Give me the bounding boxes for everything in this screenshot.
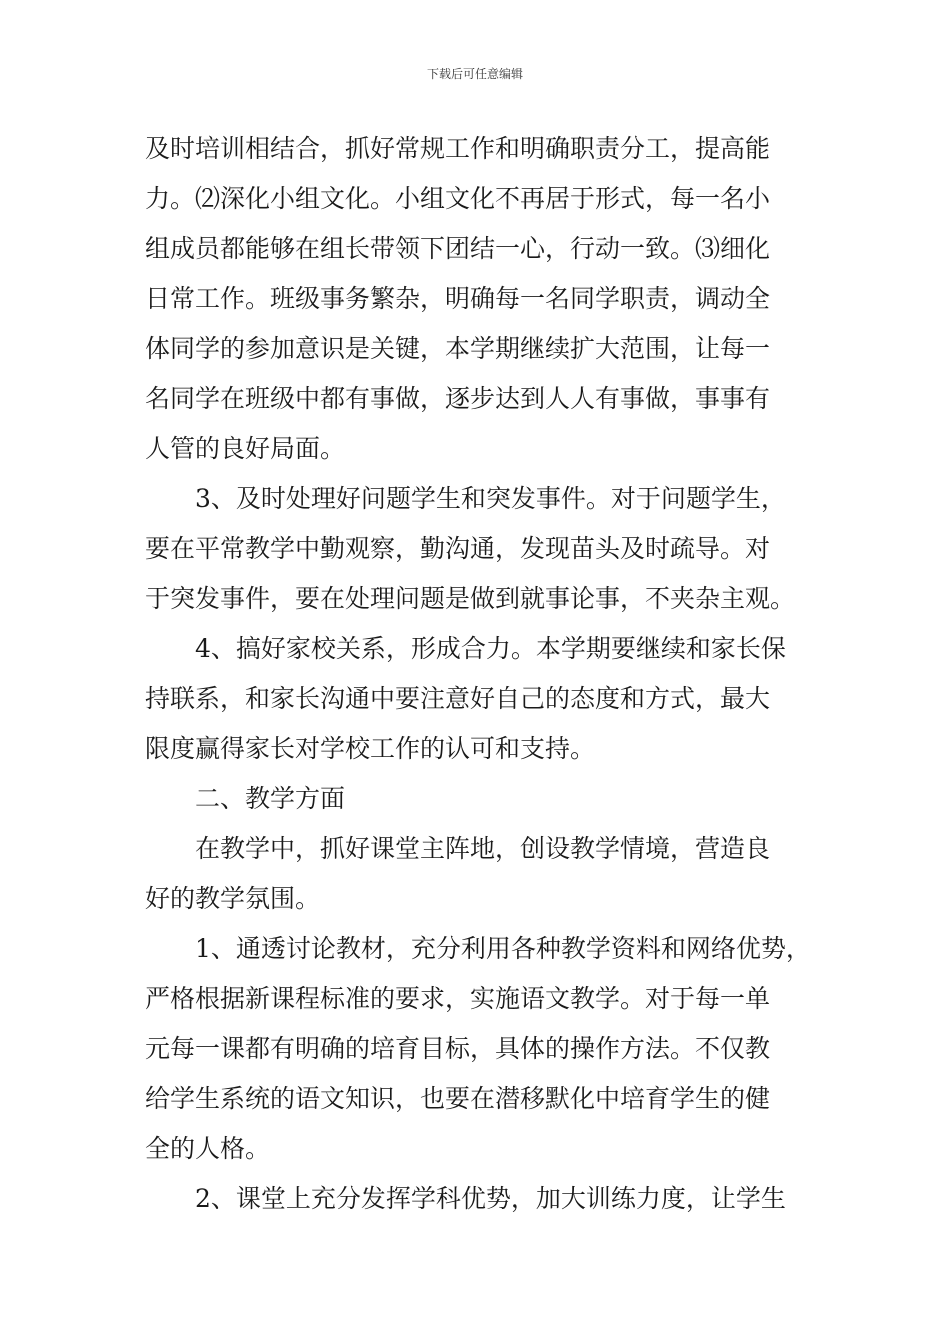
text-line: 4、搞好家校关系，形成合力。本学期要继续和家长保 xyxy=(195,634,786,663)
text-line: 要在平常教学中勤观察，勤沟通，发现苗头及时疏导。对 xyxy=(145,534,771,563)
text-line: 及时培训相结合，抓好常规工作和明确职责分工，提高能 xyxy=(145,134,771,163)
text-line: 二、教学方面 xyxy=(195,784,346,813)
text-line: 3、及时处理好问题学生和突发事件。对于问题学生， xyxy=(195,484,786,513)
text-line: 日常工作。班级事务繁杂，明确每一名同学职责，调动全 xyxy=(145,284,771,313)
text-line: 组成员都能够在组长带领下团结一心，行动一致。⑶细化 xyxy=(145,234,771,263)
text-line: 1、通透讨论教材，充分利用各种教学资料和网络优势， xyxy=(195,934,811,963)
text-line: 人管的良好局面。 xyxy=(145,434,346,463)
text-line: 元每一课都有明确的培育目标，具体的操作方法。不仅教 xyxy=(145,1034,771,1063)
text-line: 限度赢得家长对学校工作的认可和支持。 xyxy=(145,734,596,763)
document-body xyxy=(145,124,815,1224)
text-line: 体同学的参加意识是关键，本学期继续扩大范围，让每一 xyxy=(145,334,771,363)
text-line: 力。⑵深化小组文化。小组文化不再居于形式，每一名小 xyxy=(145,184,771,213)
text-line: 在教学中，抓好课堂主阵地，创设教学情境，营造良 xyxy=(195,834,771,863)
text-line: 于突发事件，要在处理问题是做到就事论事，不夹杂主观。 xyxy=(145,584,796,613)
text-line: 持联系，和家长沟通中要注意好自己的态度和方式，最大 xyxy=(145,684,771,713)
text-line: 好的教学氛围。 xyxy=(145,884,321,913)
page-header: 下载后可任意编辑 xyxy=(426,67,523,81)
text-line: 名同学在班级中都有事做，逐步达到人人有事做，事事有 xyxy=(145,384,771,413)
text-line: 严格根据新课程标准的要求，实施语文教学。对于每一单 xyxy=(145,984,771,1013)
text-line: 给学生系统的语文知识，也要在潜移默化中培育学生的健 xyxy=(145,1084,771,1113)
text-line: 全的人格。 xyxy=(145,1134,271,1163)
text-line: 2、课堂上充分发挥学科优势，加大训练力度，让学生 xyxy=(195,1184,786,1213)
